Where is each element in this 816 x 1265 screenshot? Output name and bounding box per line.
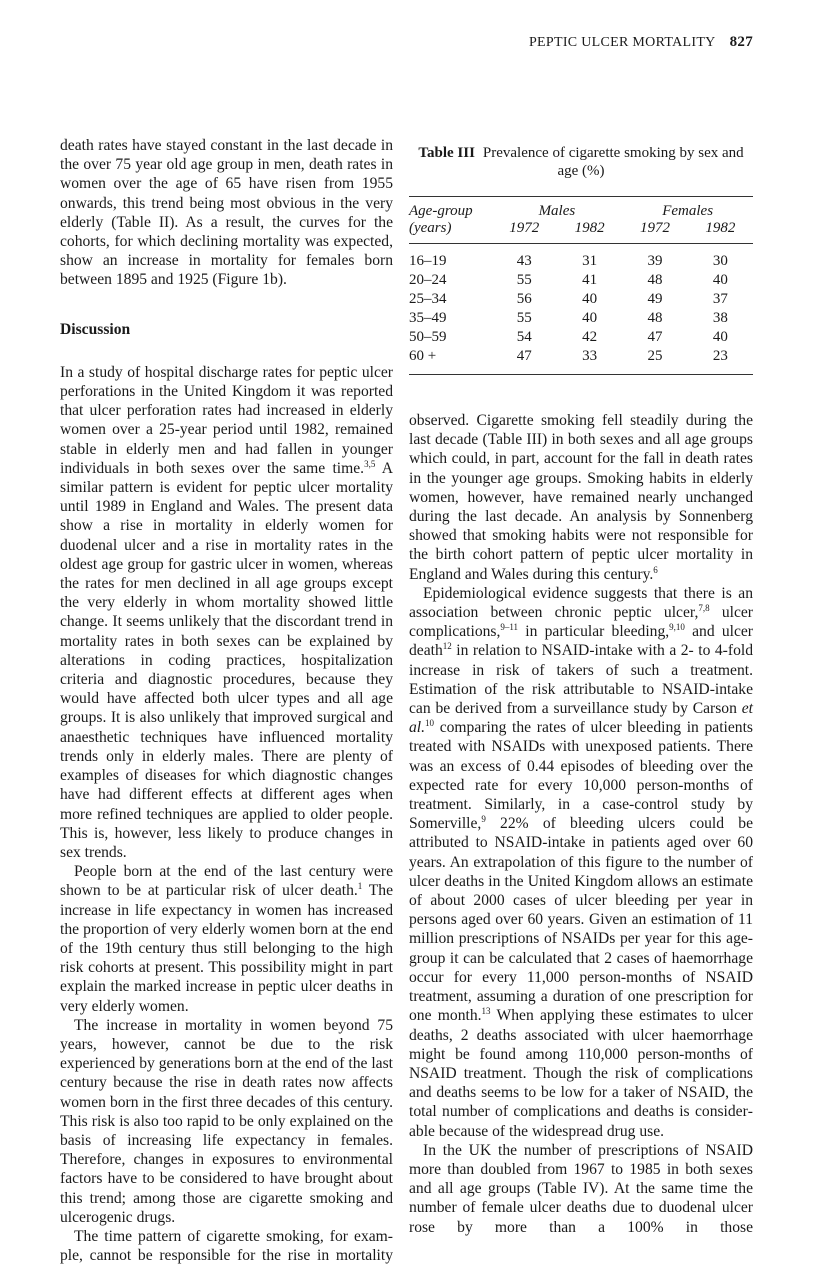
paragraph [60,363,393,862]
paragraph-text: A similar pattern is evident for peptic ulcer mortality until 1989 in England and Wales. The present data show a rise in mortality in elderly women for duodenal ulcer and a rise in mortality rates in the oldest age group for gastric ulcer in women, whereas the rates for men declined in all age groups except the very elderly in whom mortality showed little change. It seems unlikely that the discordant trend in mortality rates in both sexes can be explained by alterations in coding practices, hospitalization criteria and diagnostic procedures, because they would have affected both ulcer types and all age groups. It is also unlikely that improved surgical and anaesthetic techniques have influenced mortality trends only in elderly males. There are plenty of examples of diseases for which diagnostic changes have had different effects at different ages when more refined techniques are applied to older people. This is, however, less likely to produce changes in sex trends. [60,459,393,861]
percent-cell: 40 [582,291,598,307]
age-group-cell: 16–19 [409,253,447,269]
percent-cell: 37 [712,291,728,307]
paragraph-text: comparing the rates of ulcer bleeding in patients treated with NSAIDs with unexposed patients. There was an excess of 0.44 episodes of bleeding over the expected rate for every 10,000 person-months of treatment. Similarly, in a case-control study by Somerville, [409,719,753,833]
percent-cell: 31 [582,253,598,269]
citation-superscript: 3,5 [364,458,376,469]
running-title: PEPTIC ULCER MORTALITY [528,35,716,50]
table-row [409,328,753,347]
citation-superscript: 9–11 [500,622,519,633]
table-header-rule [409,243,753,244]
citation-superscript: 7,8 [698,603,710,614]
paragraph-text: People born at the end of the last century were shown to be at particular risk of ulcer death. [60,863,393,900]
header-females: Females [662,203,714,219]
percent-cell: 42 [582,329,598,345]
section-heading-discussion: Discussion [60,320,131,338]
paragraph [60,862,393,1016]
age-group-cell: 50–59 [409,329,447,345]
table-caption-text: Prevalence of cigarette smoking by sex and age (%) [482,145,744,179]
age-group-cell: 60 + [409,348,437,364]
citation-superscript: 13 [481,1006,491,1017]
table-row [409,347,753,366]
paragraph [60,136,393,290]
table-row [409,252,753,271]
table-label: Table III [418,145,475,161]
paragraph-text: The increase in mortality in women beyond 75 years, however, cannot be due to the risk experienced by generations born at the end of the last century because the rise in death rates now affects women born in the first three decades of this century. This risk is also too rapid to be only explained on the basis of increasing life expectancy in females. Therefore, changes in exposures to environmental factors have to be considered to have brought about this trend; among those are cigarette smoking and ulcerogenic drugs. [60,1016,393,1226]
header-year: 1972 [509,220,540,236]
percent-cell: 56 [516,291,532,307]
paragraph [409,411,753,584]
page-number: 827 [729,34,753,50]
age-group-cell: 35–49 [409,310,447,326]
percent-cell: 23 [712,348,728,364]
table-iii [409,144,753,375]
percent-cell: 40 [712,329,728,345]
italic-text: et al. [409,700,753,737]
age-group-cell: 20–24 [409,272,447,288]
table-caption [409,144,753,180]
citation-superscript: 12 [442,641,452,652]
citation-superscript: 1 [357,881,363,892]
table-row [409,271,753,290]
percent-cell: 48 [647,310,663,326]
percent-cell: 54 [516,329,532,345]
right-column [409,144,753,1237]
citation-superscript: 6 [653,564,658,575]
paragraph-text: observed. Cigarette smoking fell steadily during the last decade (Table III) in both sexes and all age groups which could, in part, account for the fall in death rates in the younger age groups. Smoking habits in elderly women, however, have remained nearly unchanged during the last decade. An analysis by Sonnenberg showed that smoking habits were not responsible for the birth cohort pattern of peptic ulcer mortality in England and Wales during this century. [409,412,753,583]
paragraph-text: in relation to NSAID-intake with a 2- to 4-fold increase in risk of takers of such a treatment. Estimation of the risk attributable to NSAID-intake can be derived from a surveillance study by Carson [409,642,753,718]
paragraph-text: death rates have stayed constant in the last decade in the over 75 year old age group in men, death rates in women over the age of 65 have risen from 1955 onwards, this trend being most obvious in the very elderly (Table II). As a result, the curves for the cohorts, for which declining mortality was expected, show an increase in mortality for females born between 1895 and 1925 (Figure 1b). [60,137,393,289]
percent-cell: 33 [582,348,598,364]
table-row [409,309,753,328]
percent-cell: 48 [647,272,663,288]
table-header-row [409,220,753,243]
paragraph-text: The increase in life expectancy in women has increased the proportion of very elderly women born at the end of the 19th century thus still belonging to the high risk cohorts at present. This possibility might in part explain the marked increase in peptic ulcer deaths in very elderly women. [60,882,393,1015]
percent-cell: 40 [712,272,728,288]
paragraph-text: When applying these estimates to ulcer deaths, 2 deaths associated with ulcer haemorrhage might be found among 110,000 person-months of NSAID treatment. Though the risk of complications and deaths seems to be low for a taker of NSAID, the total number of complications and deaths is considerable because of the widespread drug use. [409,1007,753,1140]
paragraph [409,584,753,1141]
table-header-row [409,197,753,220]
header-year: 1982 [574,220,605,236]
percent-cell: 39 [647,253,663,269]
paragraph-text: In a study of hospital discharge rates for peptic ulcer perforations in the United Kingdom it was reported that ulcer perforation rates had increased in elderly women over a 25-year period until 1982, remained stable in elderly men and had fallen in younger individuals in both sexes over the same time. [60,363,393,477]
paragraph-text: 22% of bleeding ulcers could be attributed to NSAID-intake in patients aged over 60 years. An extrapolation of this figure to the number of ulcer deaths in the United Kingdom allows an estimate of about 2000 cases of ulcer bleeding per year in persons aged over 60 years. Given an estimation of 11 million prescriptions of NSAIDs per year for this age-group it can be calculated that 2 cases of haemorrhage occur for every 11,000 person-months of NSAID treatment, assuming a duration of one prescription for one month. [409,815,753,1025]
left-column [60,136,393,1265]
header-year: 1972 [639,220,670,236]
citation-superscript: 9,10 [669,622,685,633]
header-males: Males [538,203,576,219]
percent-cell: 25 [647,348,663,364]
paragraph-text: In the UK the number of prescriptions of NSAID more than doubled from 1967 to 1985 in both sexes and all age groups (Table IV). At the same time the number of female ulcer deaths due to duodenal ulcer rose by more than a 100% in those [409,1141,753,1236]
table-bottom-rule [409,374,753,375]
running-header [529,34,753,51]
table-grid [409,197,753,375]
citation-superscript: 10 [425,718,435,729]
header-age-group: Age-group [409,203,473,219]
paragraph-text: ulcer complications, [409,604,753,641]
percent-cell: 43 [516,253,532,269]
percent-cell: 47 [516,348,532,364]
header-age-unit: (years) [409,220,452,236]
percent-cell: 55 [516,310,532,326]
percent-cell: 40 [582,310,598,326]
age-group-cell: 25–34 [409,291,447,307]
percent-cell: 38 [712,310,728,326]
header-year: 1982 [705,220,736,236]
citation-superscript: 9 [481,814,486,825]
paragraph-text: The time pattern of cigarette smoking, for example, cannot be responsible for the rise in mortality [60,1227,393,1265]
percent-cell: 49 [647,291,663,307]
percent-cell: 41 [582,272,598,288]
percent-cell: 30 [712,253,728,269]
percent-cell: 47 [647,329,663,345]
paragraph [60,1016,393,1227]
percent-cell: 55 [516,272,532,288]
paragraph [60,1227,393,1265]
table-row [409,290,753,309]
paragraph-text: and ulcer death [409,623,753,660]
paragraph [409,1141,753,1237]
paragraph-text: Epidemiological evidence suggests that there is an association between chronic peptic ulcer, [409,584,753,622]
paragraph-text: in particular bleeding, [518,623,670,641]
